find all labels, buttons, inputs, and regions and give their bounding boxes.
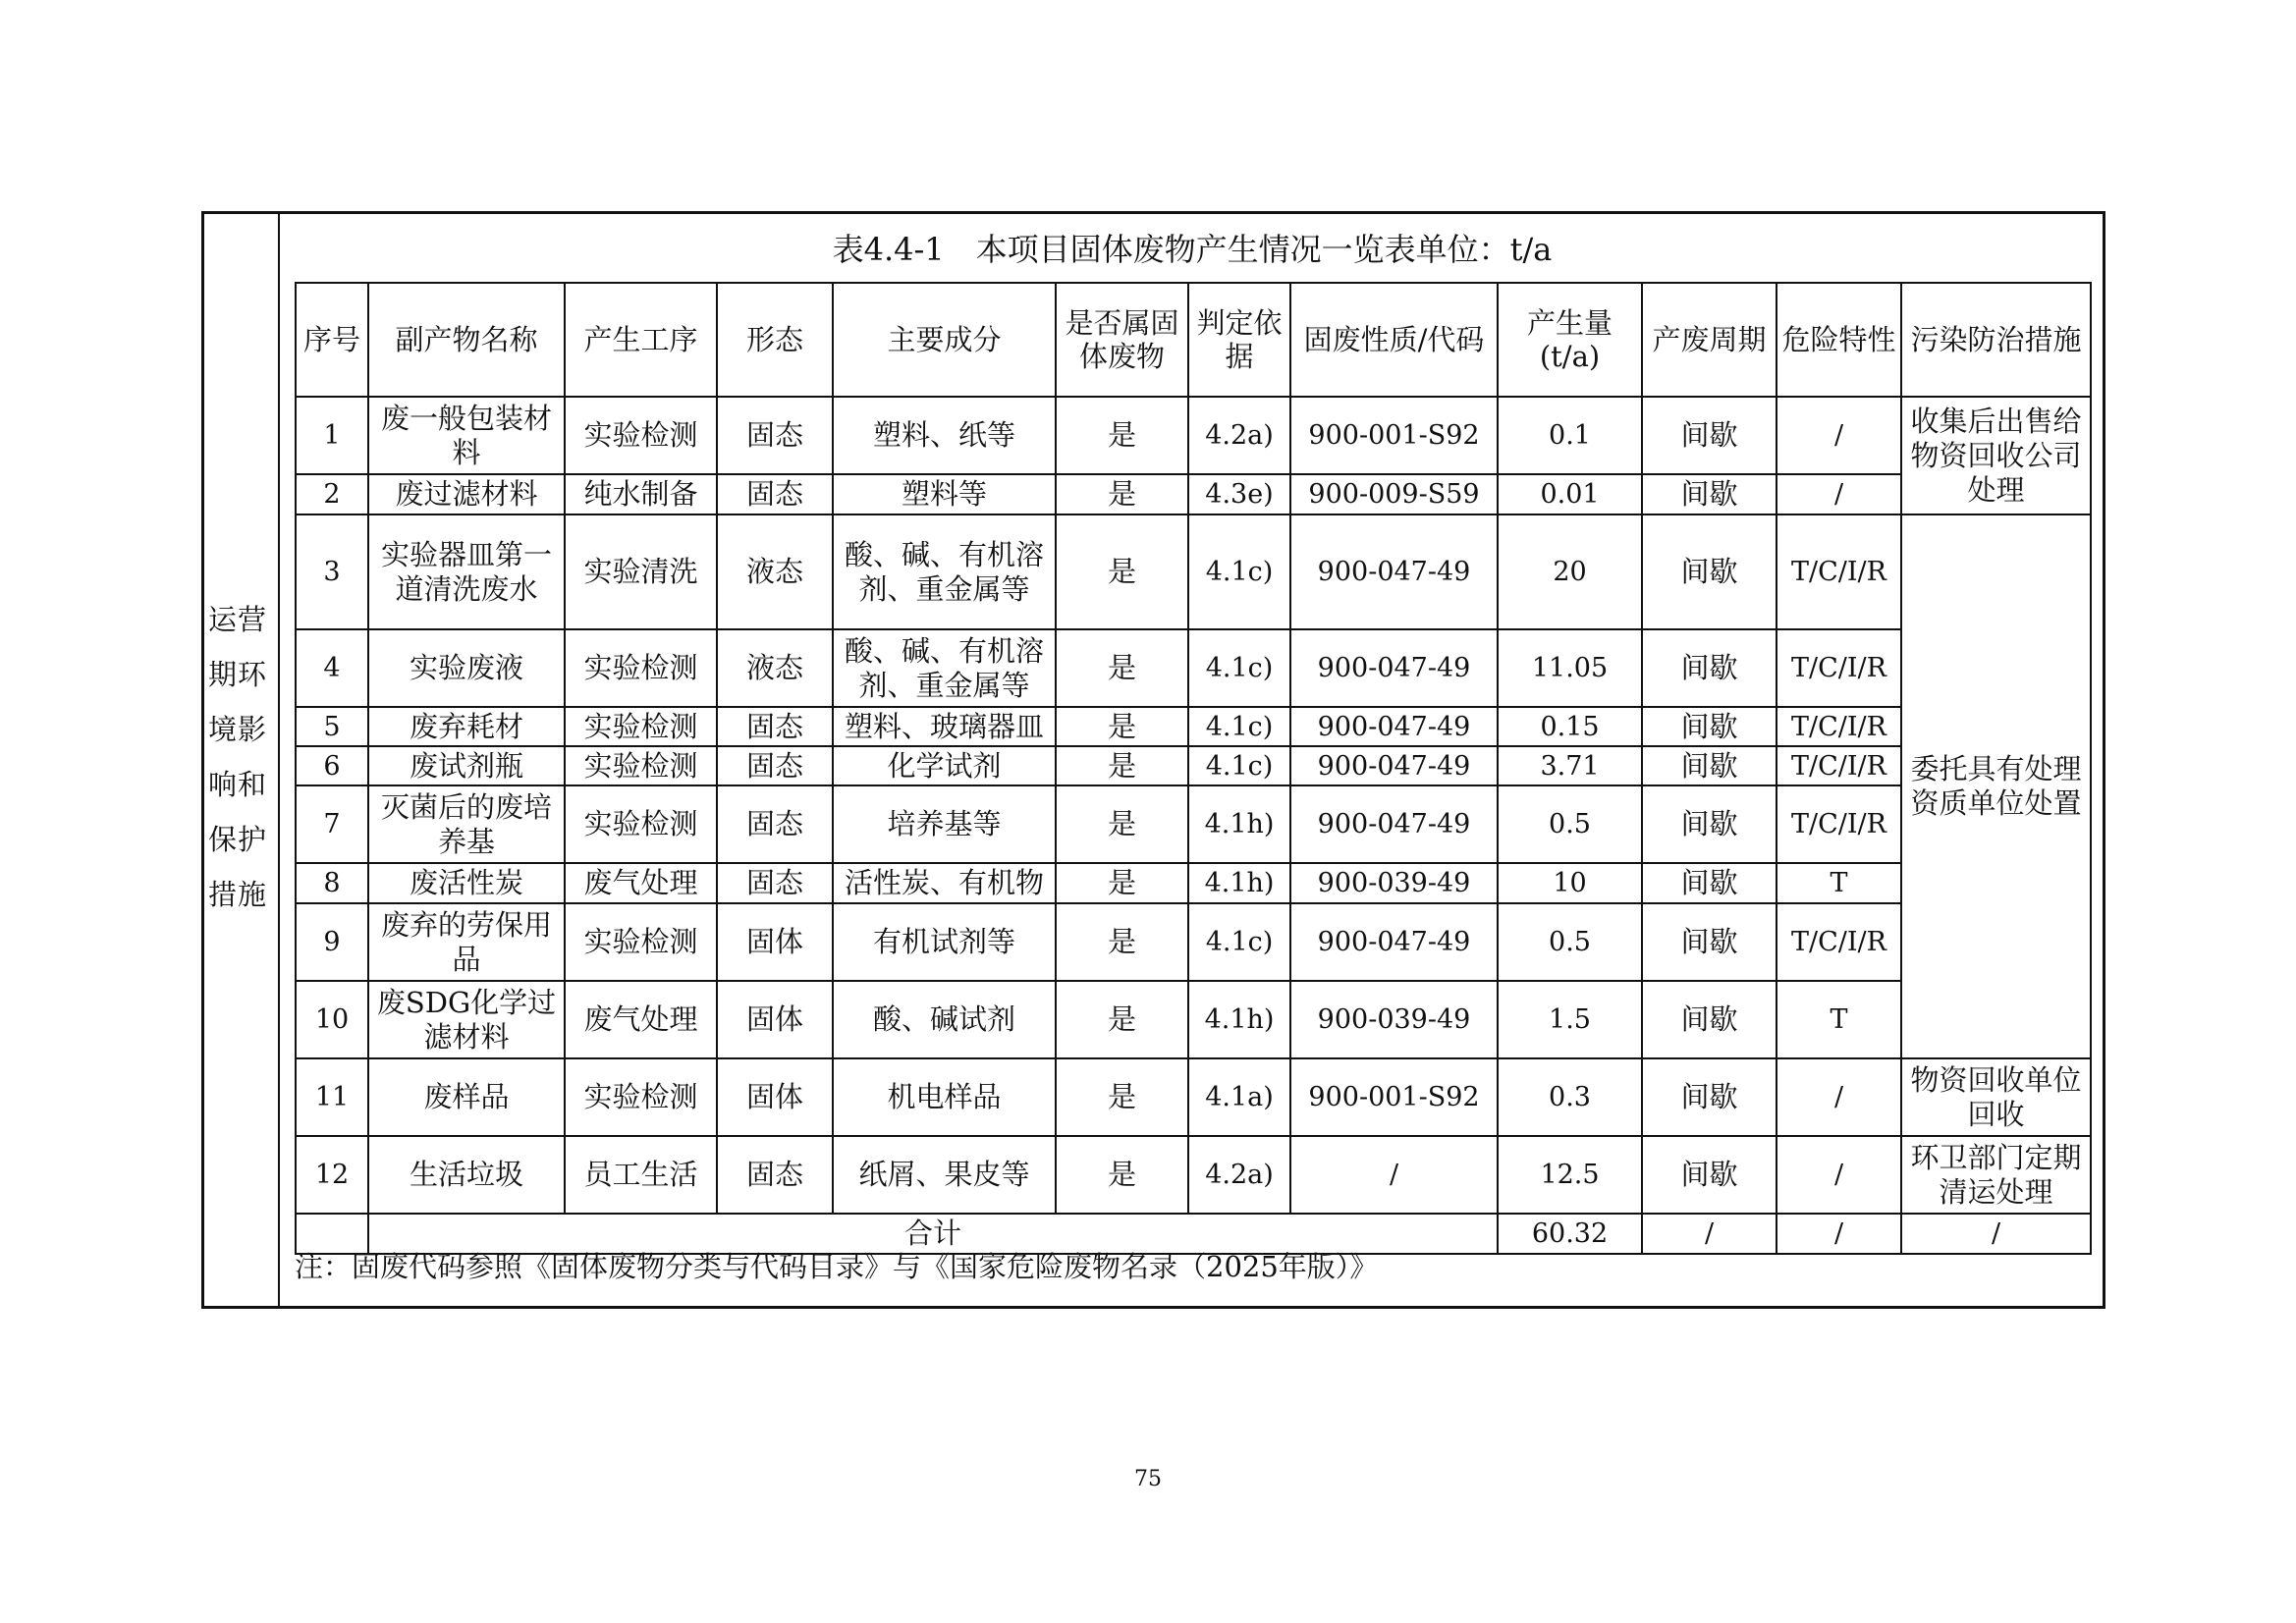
- section-label-line: 境影: [208, 713, 268, 746]
- header-hazard: 危险特性: [1777, 283, 1901, 397]
- total-cycle: /: [1642, 1214, 1777, 1254]
- header-form: 形态: [717, 283, 833, 397]
- cell-cycle: 间歇: [1642, 474, 1777, 514]
- cell-name: 废活性炭: [368, 863, 565, 903]
- header-basis: 判定依据: [1188, 283, 1290, 397]
- page-number: 75: [1134, 1467, 1162, 1491]
- cell-is-solid-waste: 是: [1056, 903, 1188, 981]
- cell-name: 废样品: [368, 1058, 565, 1136]
- cell-component: 塑料、纸等: [833, 397, 1056, 474]
- cell-component: 机电样品: [833, 1058, 1056, 1136]
- cell-form: 固体: [717, 1058, 833, 1136]
- header-process: 产生工序: [565, 283, 717, 397]
- cell-process: 实验检测: [565, 397, 717, 474]
- table-row: [296, 981, 2091, 1058]
- cell-measure: 环卫部门定期清运处理: [1901, 1136, 2091, 1214]
- table-footnote: 注：固废代码参照《固体废物分类与代码目录》与《国家危险废物名录（2025年版）》: [295, 1250, 1379, 1283]
- cell-hazard: T/C/I/R: [1777, 785, 1901, 863]
- header-seq: 序号: [296, 283, 368, 397]
- cell-is-solid-waste: 是: [1056, 981, 1188, 1058]
- cell-code: 900-047-49: [1290, 707, 1498, 746]
- header-amount: 产生量(t/a): [1498, 283, 1642, 397]
- section-sidebar: [204, 214, 280, 1306]
- cell-cycle: 间歇: [1642, 863, 1777, 903]
- cell-process: 实验检测: [565, 1058, 717, 1136]
- cell-basis: 4.1c): [1188, 629, 1290, 707]
- cell-seq: 1: [296, 397, 368, 474]
- cell-measure: 委托具有处理资质单位处置: [1901, 514, 2091, 1058]
- cell-hazard: /: [1777, 397, 1901, 474]
- cell-seq: 6: [296, 746, 368, 785]
- cell-hazard: T: [1777, 863, 1901, 903]
- cell-seq: 10: [296, 981, 368, 1058]
- table-row: [296, 863, 2091, 903]
- cell-component: 塑料、玻璃器皿: [833, 707, 1056, 746]
- header-component: 主要成分: [833, 283, 1056, 397]
- cell-code: 900-001-S92: [1290, 1058, 1498, 1136]
- cell-code: 900-047-49: [1290, 785, 1498, 863]
- cell-process: 实验检测: [565, 707, 717, 746]
- solid-waste-table: [295, 282, 2092, 1255]
- cell-hazard: T: [1777, 981, 1901, 1058]
- cell-amount: 0.1: [1498, 397, 1642, 474]
- section-label-line: 运营: [208, 603, 268, 636]
- cell-form: 液态: [717, 629, 833, 707]
- cell-code: 900-039-49: [1290, 981, 1498, 1058]
- cell-basis: 4.1c): [1188, 903, 1290, 981]
- header-row: [296, 283, 2091, 397]
- cell-basis: 4.3e): [1188, 474, 1290, 514]
- cell-form: 固体: [717, 903, 833, 981]
- cell-amount: 10: [1498, 863, 1642, 903]
- cell-process: 废气处理: [565, 981, 717, 1058]
- table-row: [296, 1136, 2091, 1214]
- cell-basis: 4.1h): [1188, 863, 1290, 903]
- cell-measure: 收集后出售给物资回收公司处理: [1901, 397, 2091, 514]
- cell-component: 培养基等: [833, 785, 1056, 863]
- total-measure: /: [1901, 1214, 2091, 1254]
- cell-code: 900-009-S59: [1290, 474, 1498, 514]
- cell-is-solid-waste: 是: [1056, 746, 1188, 785]
- cell-code: 900-047-49: [1290, 514, 1498, 629]
- cell-hazard: T/C/I/R: [1777, 707, 1901, 746]
- section-label-line: 响和: [208, 768, 268, 801]
- cell-hazard: T/C/I/R: [1777, 629, 1901, 707]
- section-label: [204, 592, 278, 922]
- cell-process: 废气处理: [565, 863, 717, 903]
- cell-basis: 4.1a): [1188, 1058, 1290, 1136]
- cell-is-solid-waste: 是: [1056, 514, 1188, 629]
- cell-component: 活性炭、有机物: [833, 863, 1056, 903]
- cell-amount: 0.5: [1498, 785, 1642, 863]
- cell-basis: 4.2a): [1188, 397, 1290, 474]
- cell-basis: 4.1h): [1188, 981, 1290, 1058]
- cell-hazard: /: [1777, 1058, 1901, 1136]
- cell-process: 实验检测: [565, 629, 717, 707]
- cell-amount: 0.15: [1498, 707, 1642, 746]
- cell-code: 900-047-49: [1290, 746, 1498, 785]
- cell-component: 有机试剂等: [833, 903, 1056, 981]
- cell-form: 固态: [717, 1136, 833, 1214]
- cell-seq: 5: [296, 707, 368, 746]
- cell-name: 废SDG化学过滤材料: [368, 981, 565, 1058]
- section-label-line: 期环: [208, 658, 268, 691]
- cell-hazard: T/C/I/R: [1777, 514, 1901, 629]
- cell-code: 900-039-49: [1290, 863, 1498, 903]
- section-label-line: 措施: [208, 878, 268, 911]
- table-row: [296, 474, 2091, 514]
- cell-cycle: 间歇: [1642, 785, 1777, 863]
- cell-seq: 9: [296, 903, 368, 981]
- cell-component: 酸、碱、有机溶剂、重金属等: [833, 629, 1056, 707]
- cell-amount: 0.5: [1498, 903, 1642, 981]
- cell-seq: 4: [296, 629, 368, 707]
- table-row: [296, 514, 2091, 629]
- cell-name: 实验器皿第一道清洗废水: [368, 514, 565, 629]
- cell-seq: 7: [296, 785, 368, 863]
- cell-cycle: 间歇: [1642, 746, 1777, 785]
- cell-name: 灭菌后的废培养基: [368, 785, 565, 863]
- cell-cycle: 间歇: [1642, 903, 1777, 981]
- cell-cycle: 间歇: [1642, 629, 1777, 707]
- cell-is-solid-waste: 是: [1056, 629, 1188, 707]
- cell-name: 实验废液: [368, 629, 565, 707]
- cell-process: 员工生活: [565, 1136, 717, 1214]
- cell-is-solid-waste: 是: [1056, 863, 1188, 903]
- cell-cycle: 间歇: [1642, 707, 1777, 746]
- cell-seq: 11: [296, 1058, 368, 1136]
- cell-amount: 0.3: [1498, 1058, 1642, 1136]
- cell-amount: 0.01: [1498, 474, 1642, 514]
- cell-process: 实验检测: [565, 903, 717, 981]
- cell-basis: 4.1h): [1188, 785, 1290, 863]
- header-name: 副产物名称: [368, 283, 565, 397]
- table-row: [296, 785, 2091, 863]
- cell-form: 固态: [717, 863, 833, 903]
- cell-form: 固态: [717, 707, 833, 746]
- cell-name: 废过滤材料: [368, 474, 565, 514]
- cell-code: 900-047-49: [1290, 629, 1498, 707]
- cell-name: 生活垃圾: [368, 1136, 565, 1214]
- cell-amount: 11.05: [1498, 629, 1642, 707]
- table-row: [296, 707, 2091, 746]
- cell-hazard: /: [1777, 1136, 1901, 1214]
- cell-component: 塑料等: [833, 474, 1056, 514]
- total-amount: 60.32: [1498, 1214, 1642, 1254]
- table-caption: 表4.4-1 本项目固体废物产生情况一览表单位：t/a: [832, 231, 1553, 268]
- cell-basis: 4.1c): [1188, 707, 1290, 746]
- cell-code: /: [1290, 1136, 1498, 1214]
- cell-is-solid-waste: 是: [1056, 707, 1188, 746]
- cell-code: 900-047-49: [1290, 903, 1498, 981]
- cell-component: 酸、碱试剂: [833, 981, 1056, 1058]
- cell-hazard: T/C/I/R: [1777, 746, 1901, 785]
- cell-seq: 12: [296, 1136, 368, 1214]
- header-cycle: 产废周期: [1642, 283, 1777, 397]
- header-measure: 污染防治措施: [1901, 283, 2091, 397]
- cell-component: 化学试剂: [833, 746, 1056, 785]
- cell-is-solid-waste: 是: [1056, 474, 1188, 514]
- cell-form: 固态: [717, 746, 833, 785]
- cell-code: 900-001-S92: [1290, 397, 1498, 474]
- cell-process: 实验检测: [565, 785, 717, 863]
- cell-amount: 20: [1498, 514, 1642, 629]
- cell-amount: 1.5: [1498, 981, 1642, 1058]
- cell-basis: 4.1c): [1188, 746, 1290, 785]
- cell-is-solid-waste: 是: [1056, 1058, 1188, 1136]
- cell-component: 纸屑、果皮等: [833, 1136, 1056, 1214]
- table-frame: [201, 211, 2105, 1309]
- cell-hazard: T/C/I/R: [1777, 903, 1901, 981]
- cell-cycle: 间歇: [1642, 1136, 1777, 1214]
- cell-basis: 4.2a): [1188, 1136, 1290, 1214]
- cell-is-solid-waste: 是: [1056, 1136, 1188, 1214]
- cell-cycle: 间歇: [1642, 514, 1777, 629]
- cell-name: 废弃的劳保用品: [368, 903, 565, 981]
- total-label: 合计: [368, 1214, 1498, 1254]
- header-is-solid-waste: 是否属固体废物: [1056, 283, 1188, 397]
- cell-seq: 2: [296, 474, 368, 514]
- cell-measure: 物资回收单位回收: [1901, 1058, 2091, 1136]
- cell-process: 实验清洗: [565, 514, 717, 629]
- cell-form: 固态: [717, 397, 833, 474]
- cell-name: 废试剂瓶: [368, 746, 565, 785]
- table-row: [296, 629, 2091, 707]
- cell-form: 固态: [717, 474, 833, 514]
- cell-seq: 3: [296, 514, 368, 629]
- cell-component: 酸、碱、有机溶剂、重金属等: [833, 514, 1056, 629]
- cell-process: 纯水制备: [565, 474, 717, 514]
- cell-form: 固态: [717, 785, 833, 863]
- cell-form: 液态: [717, 514, 833, 629]
- cell-process: 实验检测: [565, 746, 717, 785]
- table-row: [296, 397, 2091, 474]
- header-code: 固废性质/代码: [1290, 283, 1498, 397]
- cell-basis: 4.1c): [1188, 514, 1290, 629]
- table-row: [296, 1058, 2091, 1136]
- table-row: [296, 746, 2091, 785]
- cell-name: 废弃耗材: [368, 707, 565, 746]
- cell-name: 废一般包装材料: [368, 397, 565, 474]
- cell-form: 固体: [717, 981, 833, 1058]
- total-hazard: /: [1777, 1214, 1901, 1254]
- cell-hazard: /: [1777, 474, 1901, 514]
- cell-is-solid-waste: 是: [1056, 785, 1188, 863]
- table-row: [296, 903, 2091, 981]
- cell-is-solid-waste: 是: [1056, 397, 1188, 474]
- cell-cycle: 间歇: [1642, 397, 1777, 474]
- cell-seq: 8: [296, 863, 368, 903]
- cell-amount: 3.71: [1498, 746, 1642, 785]
- section-label-line: 保护: [208, 823, 268, 856]
- cell-cycle: 间歇: [1642, 981, 1777, 1058]
- cell-cycle: 间歇: [1642, 1058, 1777, 1136]
- cell-amount: 12.5: [1498, 1136, 1642, 1214]
